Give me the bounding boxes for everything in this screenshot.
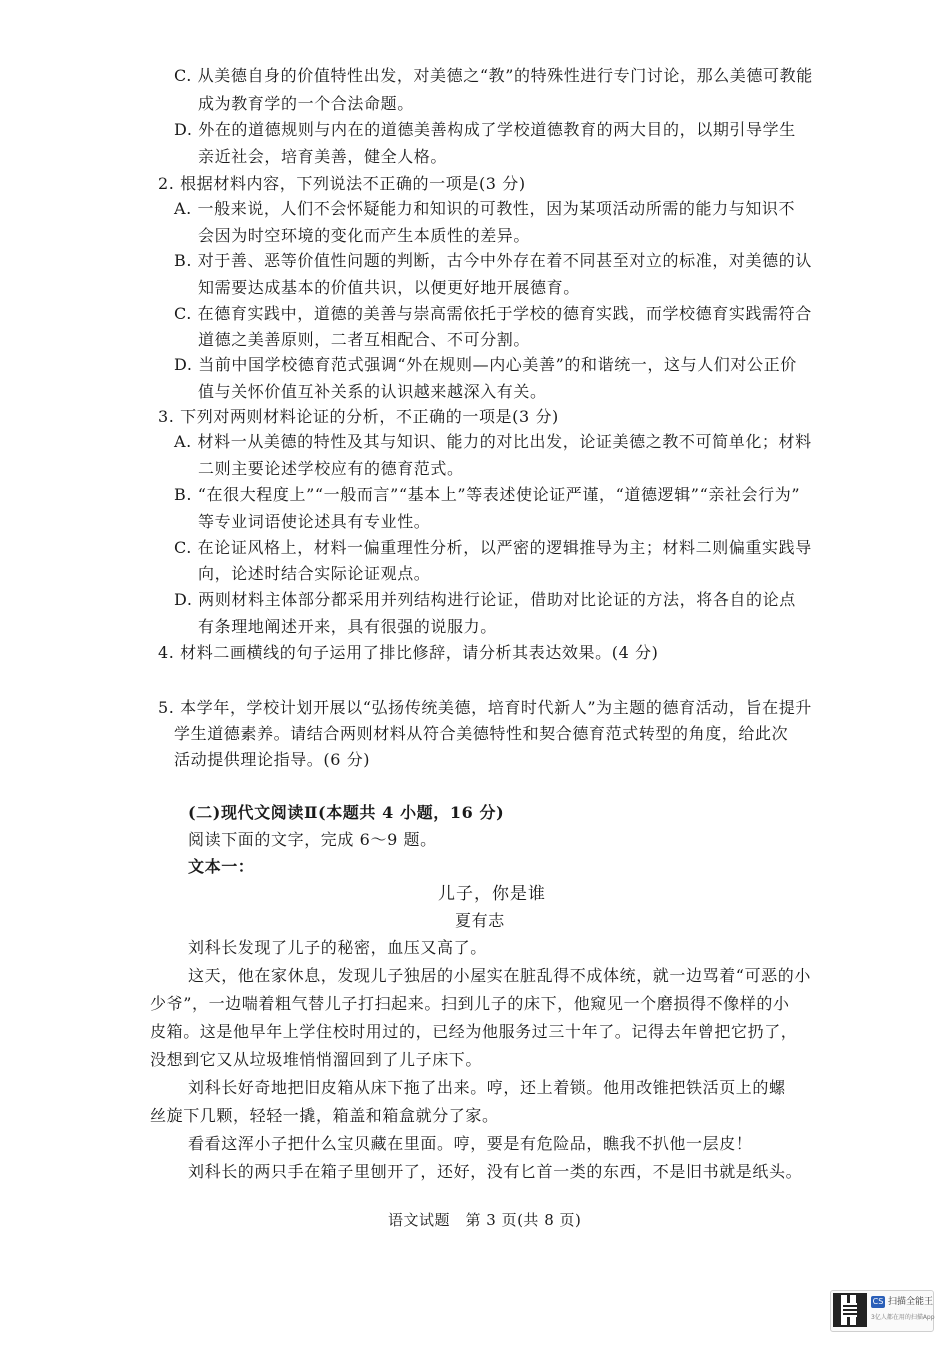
q1-option-c-line1: C. 从美德自身的价值特性出发，对美德之“教”的特殊性进行专门讨论，那么美德可教能 [174, 66, 813, 85]
q2-option-c-line2: 道德之美善原则，二者互相配合、不可分割。 [198, 330, 531, 349]
q2-option-c-line1: C. 在德育实践中，道德的美善与崇高需依托于学校的德育实践，而学校德育实践需符合 [174, 304, 812, 323]
q2-option-a-line2: 会因为时空环境的变化而产生本质性的差异。 [198, 226, 531, 245]
q3-option-b-line1: B. “在很大程度上”“一般而言”“基本上”等表述使论证严谨，“道德逻辑”“亲社会行为” [174, 485, 801, 504]
section-instruction: 阅读下面的文字，完成 6～9 题。 [188, 830, 437, 849]
q2-option-a-line1: A. 一般来说，人们不会怀疑能力和知识的可教性，因为某项活动所需的能力与知识不 [174, 199, 796, 218]
q3-option-a-line2: 二则主要论述学校应有的德育范式。 [198, 459, 464, 478]
story-paragraph-5: 刘科长的两只手在箱子里刨开了，还好，没有匕首一类的东西，不是旧书就是纸头。 [188, 1162, 803, 1181]
q5-line1: 5. 本学年，学校计划开展以“弘扬传统美德，培育时代新人”为主题的德育活动，旨在提升 [158, 698, 812, 717]
scanner-logo: CS [872, 1297, 884, 1306]
q5-line3: 活动提供理论指导。(6 分) [174, 750, 371, 769]
q5-line2: 学生道德素养。请结合两则材料从符合美德特性和契合德育范式转型的角度，给此次 [174, 724, 789, 743]
qr-code-icon [835, 1295, 865, 1325]
story-paragraph-3-line1: 刘科长好奇地把旧皮箱从床下拖了出来。哼，还上着锁。他用改锥把铁活页上的螺 [188, 1078, 786, 1097]
page-footer: 语文试题 第 3 页(共 8 页) [388, 1211, 582, 1229]
q2-option-d-line2: 值与关怀价值互补关系的认识越来越深入有关。 [198, 382, 547, 401]
q2-option-b-line1: B. 对于善、恶等价值性问题的判断，古今中外存在着不同甚至对立的标准，对美德的认 [174, 251, 812, 270]
q2-stem: 2. 根据材料内容，下列说法不正确的一项是(3 分) [158, 174, 526, 193]
scanner-app-name: 扫描全能王 [888, 1297, 934, 1307]
q1-option-d-line2: 亲近社会，培育美善，健全人格。 [198, 147, 448, 166]
q3-option-c-line1: C. 在论证风格上，材料一偏重理性分析，以严密的逻辑推导为主；材料二则偏重实践导 [174, 538, 812, 557]
scanner-watermark-badge [830, 1290, 934, 1332]
story-paragraph-3-line2: 丝旋下几颗，轻轻一撬，箱盖和箱盒就分了家。 [150, 1106, 499, 1125]
q2-option-d-line1: D. 当前中国学校德育范式强调“外在规则—内心美善”的和谐统一，这与人们对公正价 [174, 355, 797, 374]
story-paragraph-2-line3: 皮箱。这是他早年上学住校时用过的，已经为他服务过三十年了。记得去年曾把它扔了， [150, 1022, 798, 1041]
scanner-tagline: 3亿人都在用的扫描App [871, 1314, 935, 1321]
q1-option-d-line1: D. 外在的道德规则与内在的道德美善构成了学校道德教育的两大目的，以期引导学生 [174, 120, 796, 139]
story-author: 夏有志 [455, 911, 505, 930]
story-title: 儿子，你是谁 [438, 884, 546, 904]
text-label: 文本一： [188, 857, 255, 876]
q4-stem: 4. 材料二画横线的句子运用了排比修辞，请分析其表达效果。(4 分) [158, 643, 659, 662]
story-paragraph-2-line4: 没想到它又从垃圾堆悄悄溜回到了儿子床下。 [150, 1050, 483, 1069]
q3-stem: 3. 下列对两则材料论证的分析，不正确的一项是(3 分) [158, 407, 559, 426]
q1-option-c-line2: 成为教育学的一个合法命题。 [198, 94, 414, 113]
story-paragraph-1: 刘科长发现了儿子的秘密，血压又高了。 [188, 938, 487, 957]
q3-option-c-line2: 向，论述时结合实际论证观点。 [198, 564, 431, 583]
q3-option-a-line1: A. 材料一从美德的特性及其与知识、能力的对比出发，论证美德之教不可简单化；材料 [174, 432, 812, 451]
q3-option-b-line2: 等专业词语使论述具有专业性。 [198, 512, 431, 531]
q3-option-d-line1: D. 两则材料主体部分都采用并列结构进行论证，借助对比论证的方法，将各自的论点 [174, 590, 796, 609]
story-paragraph-2-line1: 这天，他在家休息，发现儿子独居的小屋实在脏乱得不成体统，就一边骂着“可恶的小 [188, 966, 811, 985]
story-paragraph-2-line2: 少爷”，一边喘着粗气替儿子打扫起来。扫到儿子的床下，他窥见一个磨损得不像样的小 [150, 994, 790, 1013]
section-heading: (二)现代文阅读Ⅱ(本题共 4 小题，16 分) [188, 803, 505, 822]
story-paragraph-4: 看看这浑小子把什么宝贝藏在里面。哼，要是有危险品，瞧我不扒他一层皮！ [188, 1134, 753, 1153]
q2-option-b-line2: 知需要达成基本的价值共识，以便更好地开展德育。 [198, 278, 580, 297]
q3-option-d-line2: 有条理地阐述开来，具有很强的说服力。 [198, 617, 497, 636]
